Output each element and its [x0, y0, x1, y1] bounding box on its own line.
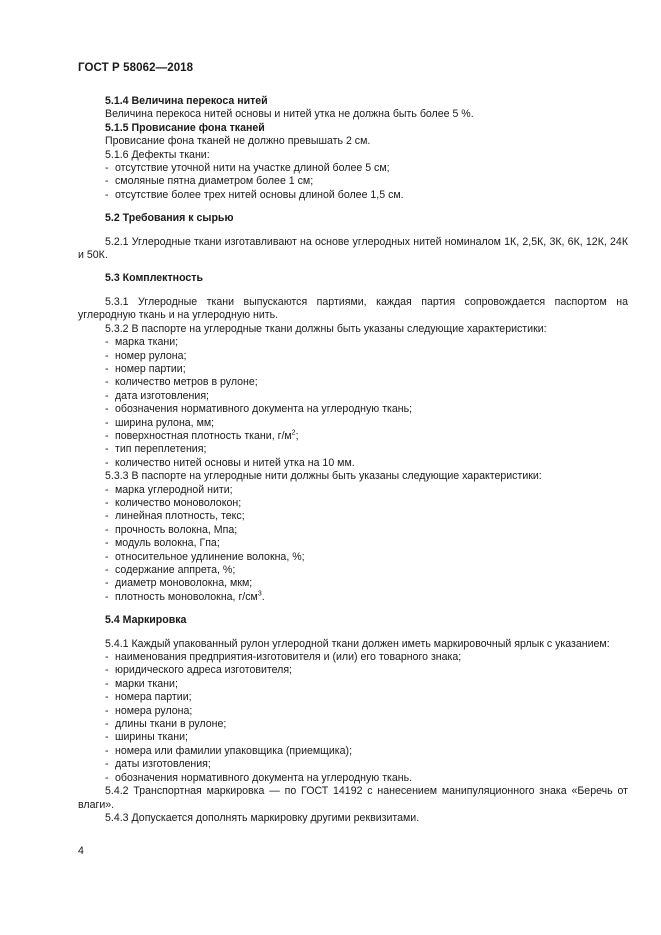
- list-item: - плотность моноволокна, $г/см^3$.: [105, 590, 265, 603]
- clause-5-3-3-text: 5.3.3 В паспорте на углеродные нити должны быть указаны следующие характеристики:: [105, 470, 542, 483]
- list-item: - модуль волокна, Гпа;: [105, 537, 220, 550]
- clause-5-1-5-title: 5.1.5 Провисание фона тканей: [105, 121, 265, 134]
- thread-passport-list: [78, 484, 628, 605]
- dash-marker: -: [105, 651, 109, 664]
- dash-marker: -: [105, 704, 109, 717]
- clause-5-1-5-text: Провисание фона тканей не должно превышать 2 см.: [105, 135, 371, 148]
- defects-list: [78, 162, 628, 202]
- list-item: - номера или фамилии упаковщика (приемщика);: [105, 744, 353, 757]
- list-item: - отсутствие более трех нитей основы длиной более 1,5 см.: [105, 188, 404, 201]
- dash-marker: -: [105, 496, 109, 509]
- list-item: - обозначения нормативного документа на углеродную ткань;: [105, 403, 413, 416]
- dash-marker: -: [105, 416, 109, 429]
- list-item: - количество нитей основы и нитей утка на 10 мм.: [105, 456, 355, 469]
- superscript: 3: [257, 590, 262, 598]
- dash-marker: -: [105, 731, 109, 744]
- dash-marker: -: [105, 691, 109, 704]
- dash-marker: -: [105, 550, 109, 563]
- list-item: - отсутствие уточной нити на участке длиной более 5 см;: [105, 162, 390, 175]
- list-item: - номера рулона;: [105, 704, 193, 717]
- dash-marker: -: [105, 162, 109, 175]
- list-item: - дата изготовления;: [105, 389, 210, 402]
- fabric-passport-list: [78, 336, 628, 470]
- superscript: 2: [291, 429, 296, 437]
- section-5-3-title: 5.3 Комплектность: [105, 272, 203, 285]
- dash-marker: -: [105, 510, 109, 523]
- clause-5-1-4-text: Величина перекоса нитей основы и нитей утка не должна быть более 5 %.: [105, 108, 474, 121]
- dash-marker: -: [105, 523, 109, 536]
- dash-marker: -: [105, 771, 109, 784]
- section-5-2-title: 5.2 Требования к сырью: [105, 212, 234, 225]
- dash-marker: -: [105, 429, 109, 442]
- list-item: - марка ткани;: [105, 336, 179, 349]
- list-item: - прочность волокна, Мпа;: [105, 523, 238, 536]
- document-body: [78, 95, 628, 825]
- list-item: - марки ткани;: [105, 677, 178, 690]
- section-5-4-title: 5.4 Маркировка: [105, 614, 187, 627]
- dash-marker: -: [105, 389, 109, 402]
- dash-marker: -: [105, 188, 109, 201]
- list-item: - наименования предприятия-изготовителя и (или) его товарного знака;: [105, 651, 462, 664]
- clause-5-2-1-text: 5.2.1 Углеродные ткани изготавливают на основе углеродных нитей номиналом 1К, 2,5К, 3К, 6К, 12К, 24К и 50К.: [78, 235, 628, 262]
- dash-marker: -: [105, 718, 109, 731]
- list-item: - поверхностная плотность ткани, $г/м^2$;: [105, 429, 299, 442]
- list-item: - даты изготовления;: [105, 758, 211, 771]
- list-item: - номер партии;: [105, 362, 186, 375]
- marking-label-list: [78, 651, 628, 785]
- dash-marker: -: [105, 376, 109, 389]
- list-item: - номер рулона;: [105, 349, 187, 362]
- dash-marker: -: [105, 758, 109, 771]
- list-item: - содержание аппрета, %;: [105, 564, 236, 576]
- dash-marker: -: [105, 403, 109, 416]
- list-item: - номера партии;: [105, 691, 192, 704]
- clause-5-1-6-title: 5.1.6 Дефекты ткани:: [105, 148, 210, 161]
- clause-5-4-2-text: 5.4.2 Транспортная маркировка — по ГОСТ 14192 с нанесением манипуляционного знака «Беречь от влаги».: [78, 785, 628, 811]
- dash-marker: -: [105, 590, 109, 603]
- dash-marker: -: [105, 336, 109, 349]
- clause-5-1-4-title: 5.1.4 Величина перекоса нитей: [105, 95, 268, 107]
- dash-marker: -: [105, 483, 109, 496]
- dash-marker: -: [105, 564, 109, 576]
- list-item: - юридического адреса изготовителя;: [105, 664, 293, 677]
- document-header: ГОСТ Р 58062—2018: [78, 62, 194, 74]
- dash-marker: -: [105, 362, 109, 375]
- list-item: - линейная плотность, текс;: [105, 510, 245, 523]
- list-item: - ширины ткани;: [105, 731, 188, 744]
- dash-marker: -: [105, 577, 109, 590]
- list-item: - ширина рулона, мм;: [105, 416, 215, 429]
- dash-marker: -: [105, 744, 109, 757]
- dash-marker: -: [105, 537, 109, 550]
- clause-5-4-1-text: 5.4.1 Каждый упакованный рулон углеродной ткани должен иметь маркировочный ярлык с указанием:: [105, 637, 610, 650]
- clause-5-3-2-text: 5.3.2 В паспорте на углеродные ткани должны быть указаны следующие характеристики:: [105, 322, 547, 335]
- dash-marker: -: [105, 664, 109, 677]
- list-item: - длины ткани в рулоне;: [105, 718, 227, 731]
- dash-marker: -: [105, 349, 109, 362]
- list-item: - тип переплетения;: [105, 443, 207, 456]
- dash-marker: -: [105, 175, 109, 188]
- clause-5-3-1-text: 5.3.1 Углеродные ткани выпускаются партиями, каждая партия сопровождается паспортом на углеродную ткань и на углеродную нить.: [78, 295, 628, 322]
- list-item: - обозначения нормативного документа на углеродную ткань.: [105, 771, 413, 784]
- list-item: - относительное удлинение волокна, %;: [105, 550, 305, 563]
- clause-5-4-3-text: 5.4.3 Допускается дополнять маркировку другими реквизитами.: [105, 811, 420, 824]
- dash-marker: -: [105, 443, 109, 456]
- list-item: - диаметр моноволокна, мкм;: [105, 577, 253, 590]
- list-item: - марка углеродной нити;: [105, 483, 233, 496]
- dash-marker: -: [105, 677, 109, 690]
- page-number: 4: [78, 845, 84, 857]
- list-item: - количество моноволокон;: [105, 496, 242, 509]
- list-item: - смоляные пятна диаметром более 1 см;: [105, 175, 314, 188]
- list-item: - количество метров в рулоне;: [105, 376, 258, 389]
- dash-marker: -: [105, 456, 109, 469]
